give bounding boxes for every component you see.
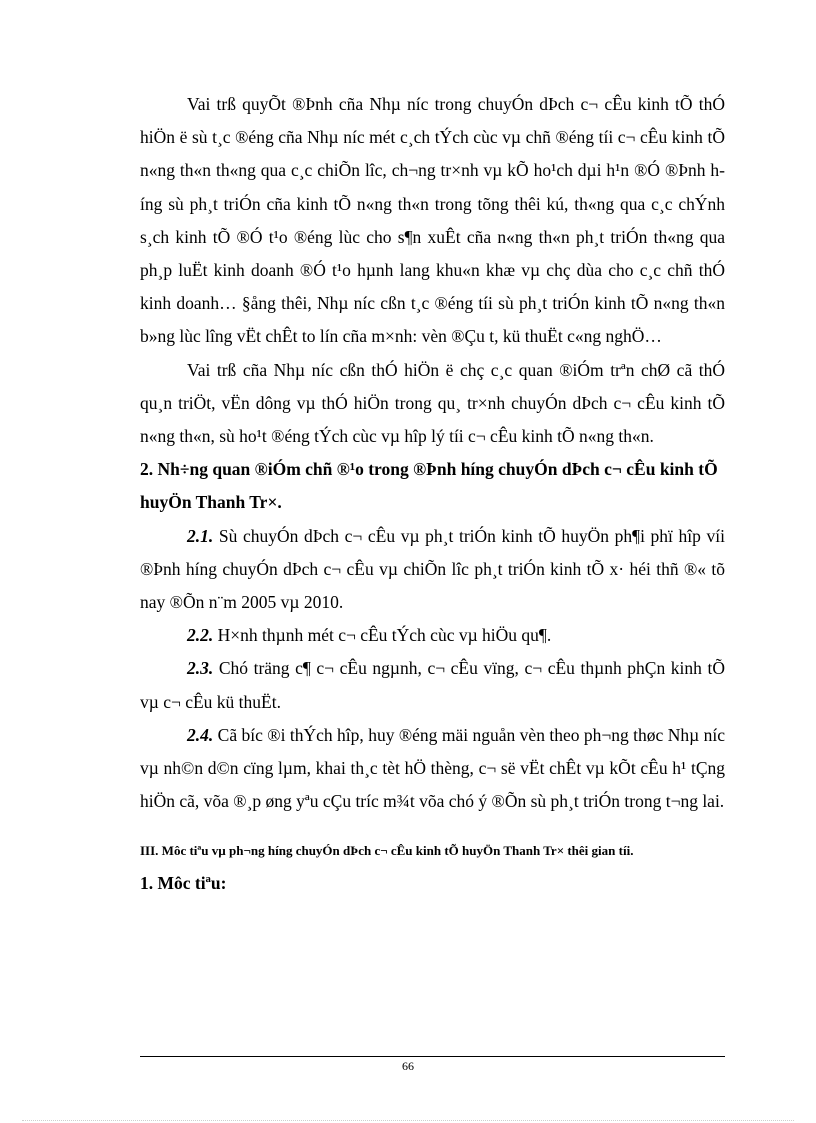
item-2-1-number: 2.1. bbox=[187, 525, 214, 546]
item-2-3 bbox=[140, 652, 725, 718]
paragraph-state-role: Vai trß quyÕt ®Þnh cña Nhµ níc trong chuyÓn dÞch c¬ cÊu kinh tÕ thÓ hiÖn ë sù t¸c ®éng cña Nhµ níc mét c¸ch tÝch cùc vµ chñ ®éng tíi c¬ cÊu kinh tÕ n«ng th«n th«ng qua c¸c chiÕn lîc, ch¬ng tr×nh vµ kÕ ho¹ch dµi h¹n ®Ó ®Þnh híng sù ph¸t triÓn cña kinh tÕ n«ng th«n trong tõng thêi kú, th«ng qua c¸c chÝnh s¸ch kinh tÕ ®Ó t¹o ®éng lùc cho s¶n xuÊt cña n«ng th«n ph¸t triÓn th«ng qua ph¸p luËt kinh doanh ®Ó t¹o hµnh lang khu«n khæ vµ chç dùa cho c¸c chñ thÓ kinh doanh… §ång thêi, Nhµ níc cßn t¸c ®éng tíi sù ph¸t triÓn kinh tÕ n«ng th«n b»ng lùc lîng vËt chÊt to lín cña m×nh: vèn ®Çu t, kü thuËt c«ng nghÖ… bbox=[140, 94, 725, 347]
item-2-4 bbox=[140, 719, 725, 819]
item-2-1 bbox=[140, 520, 725, 620]
item-2-2-number: 2.2. bbox=[187, 625, 214, 646]
page-edge-divider bbox=[22, 1120, 794, 1121]
item-2-2 bbox=[140, 619, 725, 652]
section-3-heading: III. Môc tiªu vµ ph¬ng híng chuyÓn dÞch c¬ cÊu kinh tÕ huyÖn Thanh Tr× thêi gian tíi. bbox=[140, 843, 634, 859]
section-3-subheading: 1. Môc tiªu: bbox=[140, 873, 227, 894]
section-2-heading: 2. Nh÷ng quan ®iÓm chñ ®¹o trong ®Þnh híng chuyÓn dÞch c¬ cÊu kinh tÕ huyÖn Thanh Tr×. bbox=[140, 459, 718, 513]
item-2-1-text: Sù chuyÓn dÞch c¬ cÊu vµ ph¸t triÓn kinh tÕ huyÖn ph¶i phï hîp víi ®Þnh híng chuyÓn dÞch c¬ cÊu vµ chiÕn lîc ph¸t triÓn kinh tÕ x· héi thñ ®« tõ nay ®Õn n¨m 2005 vµ 2010. bbox=[140, 525, 725, 613]
item-2-3-text: Chó träng c¶ c¬ cÊu ngµnh, c¬ cÊu vïng, c¬ cÊu thµnh phÇn kinh tÕ vµ c¬ cÊu kü thuËt. bbox=[140, 658, 725, 712]
item-2-4-number: 2.4. bbox=[187, 724, 214, 745]
item-2-3-number: 2.3. bbox=[187, 658, 214, 679]
footer-rule bbox=[140, 1056, 725, 1057]
paragraph-state-role-2: Vai trß cña Nhµ níc cßn thÓ hiÖn ë chç c¸c quan ®iÓm trªn chØ cã thÓ qu¸n triÖt, vËn dông vµ thÓ hiÖn trong qu¸ tr×nh chuyÓn dÞch c¬ cÊu kinh tÕ n«ng th«n, sù ho¹t ®éng tÝch cùc vµ hîp lý tíi c¬ cÊu kinh tÕ n«ng th«n. bbox=[140, 359, 725, 447]
item-2-4-text: Cã bíc ®i thÝch hîp, huy ®éng mäi nguån vèn theo ph¬ng thøc Nhµ níc vµ nh©n d©n cïng lµm, khai th¸c tèt hÖ thèng, c¬ së vËt chÊt vµ kÕt cÊu h¹ tÇng hiÖn cã, võa ®¸p øng yªu cÇu tríc m¾t võa chó ý ®Õn sù ph¸t triÓn trong t¬ng lai. bbox=[140, 724, 725, 812]
item-2-2-text: H×nh thµnh mét c¬ cÊu tÝch cùc vµ hiÖu qu¶. bbox=[213, 625, 552, 646]
page-body bbox=[140, 88, 725, 898]
page-number: 66 bbox=[402, 1059, 414, 1073]
